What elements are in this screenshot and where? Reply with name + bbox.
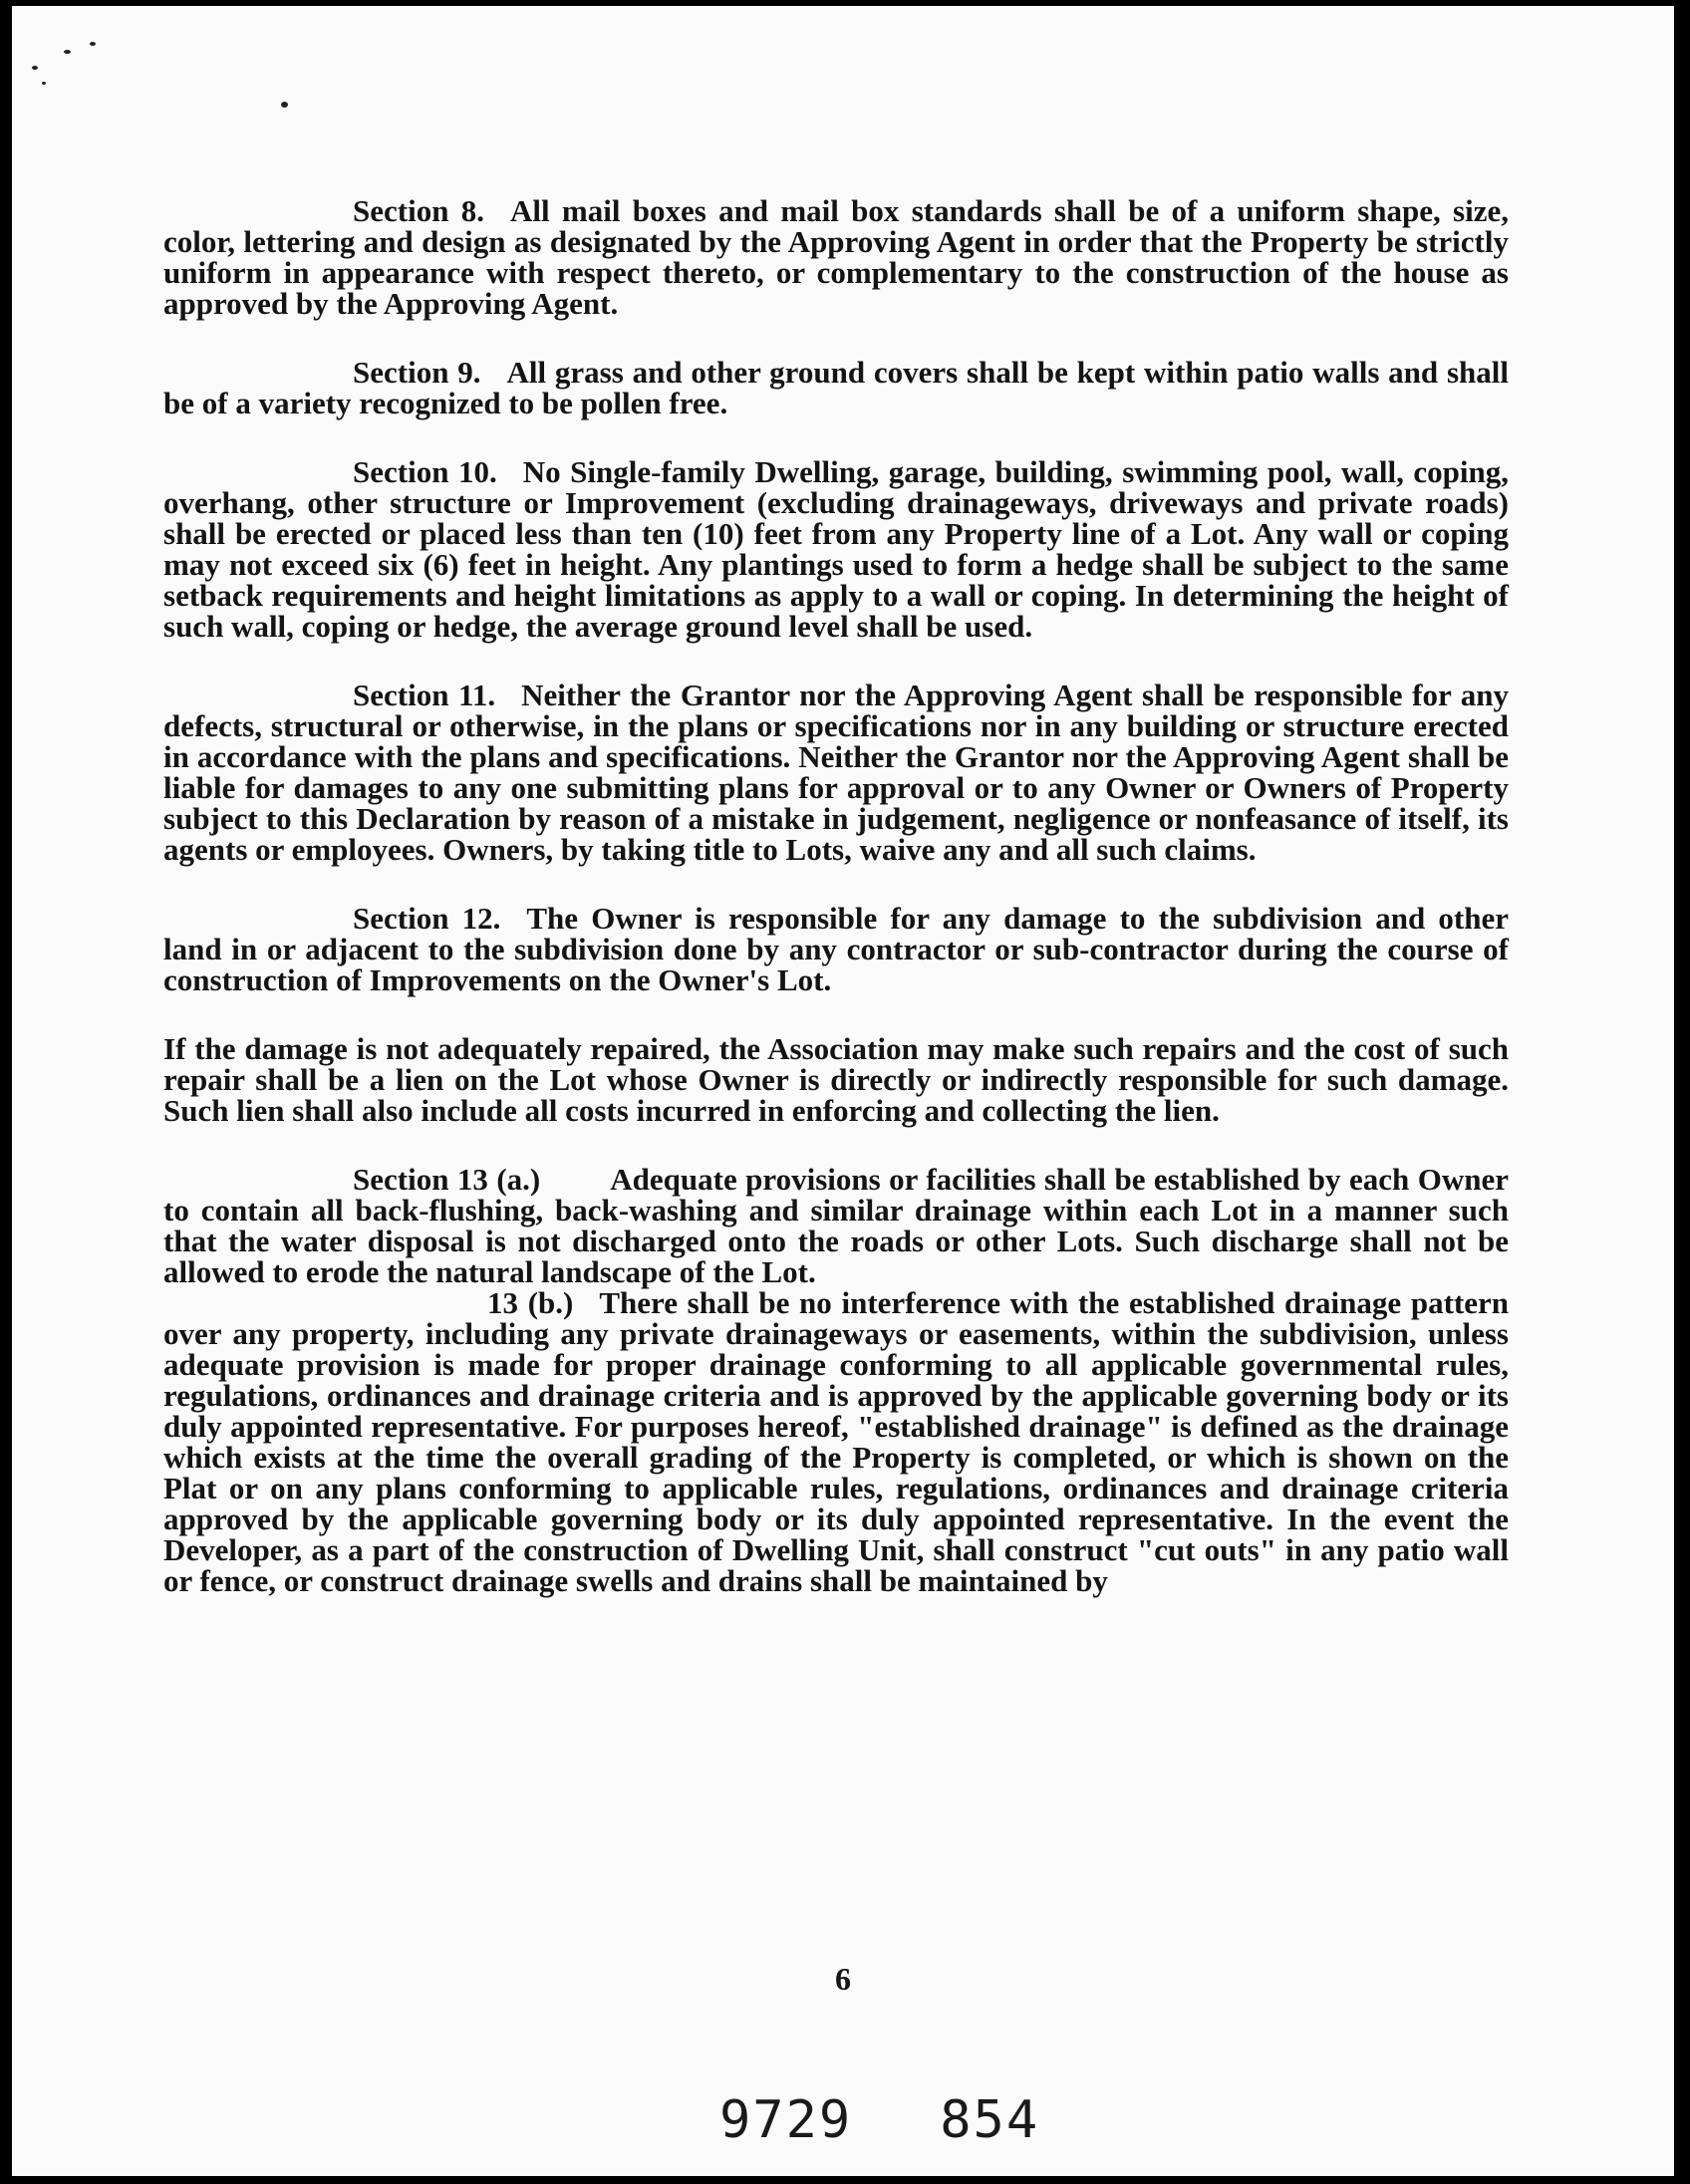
document-stamp bbox=[719, 2090, 1039, 2150]
section-10-text: No Single-family Dwelling, garage, building, swimming pool, wall, coping, overhang, other structure or Improvement (excluding drainageways, driveways and private roads) shall be erected or placed less than ten (10) feet from any Property line of a Lot. Any wall or coping may not exceed six (6) feet in height. Any plantings used to form a hedge shall be subject to the same setback requirements and height limitations as apply to a wall or coping. In determining the height of such wall, coping or hedge, the average ground level shall be used. bbox=[163, 454, 1510, 644]
section-12-text: The Owner is responsible for any damage to the subdivision and other land in or adjacent to the subdivision done by any contractor or sub-contractor during the course of construction of Improvements on the Owner's Lot. bbox=[163, 901, 1509, 997]
document-page bbox=[12, 6, 1674, 2176]
section-12-continued bbox=[163, 1033, 1509, 1126]
section-12-continued-text: If the damage is not adequately repaired, the Association may make such repairs and the cost of such repair shall be a lien on the Lot whose Owner is directly or indirectly responsible for such damage. Such lien shall also include all costs incurred in enforcing and collecting the lien. bbox=[163, 1031, 1509, 1128]
section-13a bbox=[163, 1164, 1509, 1287]
section-13a-label: Section 13 (a.) bbox=[353, 1162, 541, 1197]
stamp-number-right: 854 bbox=[940, 2090, 1040, 2150]
scan-speck bbox=[42, 82, 46, 85]
section-12 bbox=[163, 903, 1509, 995]
scan-speck bbox=[281, 102, 288, 108]
section-10 bbox=[163, 456, 1509, 642]
section-11-text: Neither the Grantor nor the Approving Agent shall be responsible for any defects, structural or otherwise, in the plans or specifications nor in any building or structure erected in accordance with the plans and specifications. Neither the Grantor nor the Approving Agent shall be liable for damages to any one submitting plans for approval or to any Owner or Owners of Property subject to this Declaration by reason of a mistake in judgement, negligence or nonfeasance of itself, its agents or employees. Owners, by taking title to Lots, waive any and all such claims. bbox=[163, 678, 1509, 867]
scan-speck bbox=[90, 42, 96, 46]
scan-speck bbox=[64, 50, 71, 54]
section-10-label: Section 10. bbox=[353, 454, 497, 489]
page-number: 6 bbox=[835, 1961, 851, 1997]
section-8-text: All mail boxes and mail box standards shall be of a uniform shape, size, color, lettering and design as designated by the Approving Agent in order that the Property be strictly uniform in appearance with respect thereto, or complementary to the construction of the house as approved by the Approving Agent. bbox=[163, 193, 1509, 321]
section-8 bbox=[163, 195, 1509, 319]
section-12-label: Section 12. bbox=[353, 901, 501, 936]
section-13b bbox=[163, 1287, 1509, 1596]
section-13a-text: Adequate provisions or facilities shall be established by each Owner to contain all back-flushing, back-washing and similar drainage within each Lot in a manner such that the water disposal is not discharged onto the roads or other Lots. Such discharge shall not be allowed to erode the natural landscape of the Lot. bbox=[163, 1162, 1509, 1289]
document-body bbox=[163, 195, 1509, 1596]
scan-speck bbox=[32, 66, 38, 70]
section-11-label: Section 11. bbox=[353, 678, 496, 712]
section-9-text: All grass and other ground covers shall be kept within patio walls and shall be of a variety recognized to be pollen free. bbox=[163, 355, 1509, 420]
section-11 bbox=[163, 680, 1509, 865]
section-9-label: Section 9. bbox=[353, 355, 481, 390]
section-8-label: Section 8. bbox=[353, 193, 484, 228]
section-13b-text: There shall be no interference with the established drainage pattern over any property, including any private drainageways or easements, within the subdivision, unless adequate provision is made for proper drainage conforming to all applicable governmental rules, regulations, ordinances and drainage criteria and is approved by the applicable governing body or its duly appointed representative. For purposes hereof, "established drainage" is defined as the drainage which exists at the time the overall grading of the Property is completed, or which is shown on the Plat or on any plans conforming to applicable rules, regulations, ordinances and drainage criteria approved by the applicable governing body or its duly appointed representative. In the event the Developer, as a part of the construction of Dwelling Unit, shall construct "cut outs" in any patio wall or fence, or construct drainage swells and drains shall be maintained by bbox=[163, 1285, 1509, 1598]
section-9 bbox=[163, 357, 1509, 418]
section-13b-label: 13 (b.) bbox=[487, 1285, 574, 1320]
stamp-number-left: 9729 bbox=[719, 2090, 853, 2150]
